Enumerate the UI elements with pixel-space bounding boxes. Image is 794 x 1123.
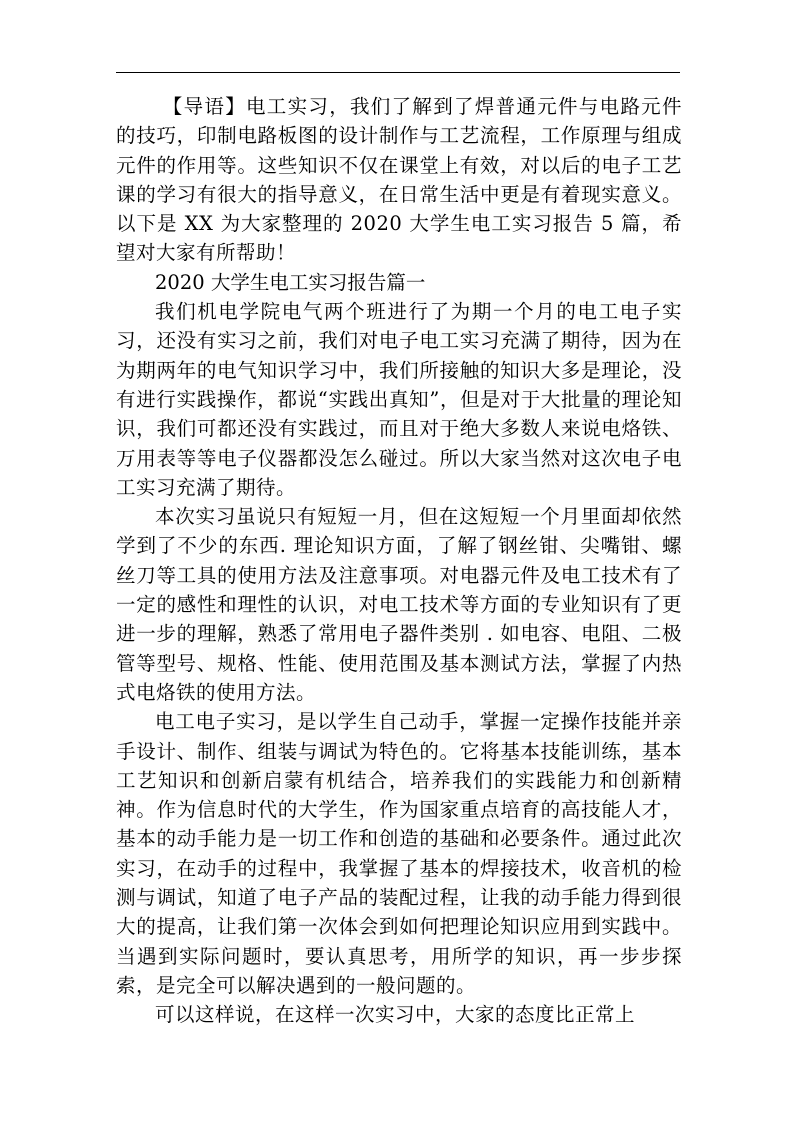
header-rule (116, 72, 680, 73)
section-heading: 2020 大学生电工实习报告篇一 (155, 270, 426, 294)
document-body (116, 92, 682, 1030)
body-paragraph: 电工电子实习，是以学生自己动手，掌握一定操作技能并亲手设计、制作、组装与调试为特色的。它将基本技能训练，基本工艺知识和创新启蒙有机结合，培养我们的实践能力和创新精神。作为信息时代的大学生，作为国家重点培育的高技能人才，基本的动手能力是一切工作和创造的基础和必要条件。通过此次实习，在动手的过程中，我掌握了基本的焊接技术，收音机的检测与调试，知道了电子产品的装配过程，让我的动手能力得到很大的提高，让我们第一次体会到如何把理论知识应用到实践中。当遇到实际问题时，要认真思考，用所学的知识，再一步步探索，是完全可以解决遇到的一般问题的。 (116, 710, 682, 997)
body-paragraph: 我们机电学院电气两个班进行了为期一个月的电工电子实习，还没有实习之前，我们对电子电工实习充满了期待，因为在为期两年的电气知识学习中，我们所接触的知识大多是理论，没有进行实践操作，都说“实践出真知”，但是对于大批量的理论知识，我们可都还没有实践过，而且对于绝大多数人来说电烙铁、万用表等等电子仪器都没怎么碰过。所以大家当然对这次电子电工实习充满了期待。 (116, 300, 682, 499)
intro-paragraph: 【导语】电工实习，我们了解到了焊普通元件与电路元件的技巧，印制电路板图的设计制作与工艺流程，工作原理与组成元件的作用等。这些知识不仅在课堂上有效，对以后的电子工艺课的学习有很大的指导意义，在日常生活中更是有着现实意义。以下是 XX 为大家整理的 2020 大学生电工实习报告 5 篇，希望对大家有所帮助！ (116, 95, 682, 265)
body-paragraph: 本次实习虽说只有短短一月，但在这短短一个月里面却依然学到了不少的东西. 理论知识方面，了解了钢丝钳、尖嘴钳、螺丝刀等工具的使用方法及注意事项。对电器元件及电工技术有了一定的感性和理性的认识，对电工技术等方面的专业知识有了更进一步的理解，熟悉了常用电子器件类别 . 如电容、电阻、二极管等型号、规格、性能、使用范围及基本测试方法，掌握了内热式电烙铁的使用方法。 (116, 505, 682, 704)
body-paragraph: 可以这样说，在这样一次实习中，大家的态度比正常上 (155, 1003, 636, 1027)
